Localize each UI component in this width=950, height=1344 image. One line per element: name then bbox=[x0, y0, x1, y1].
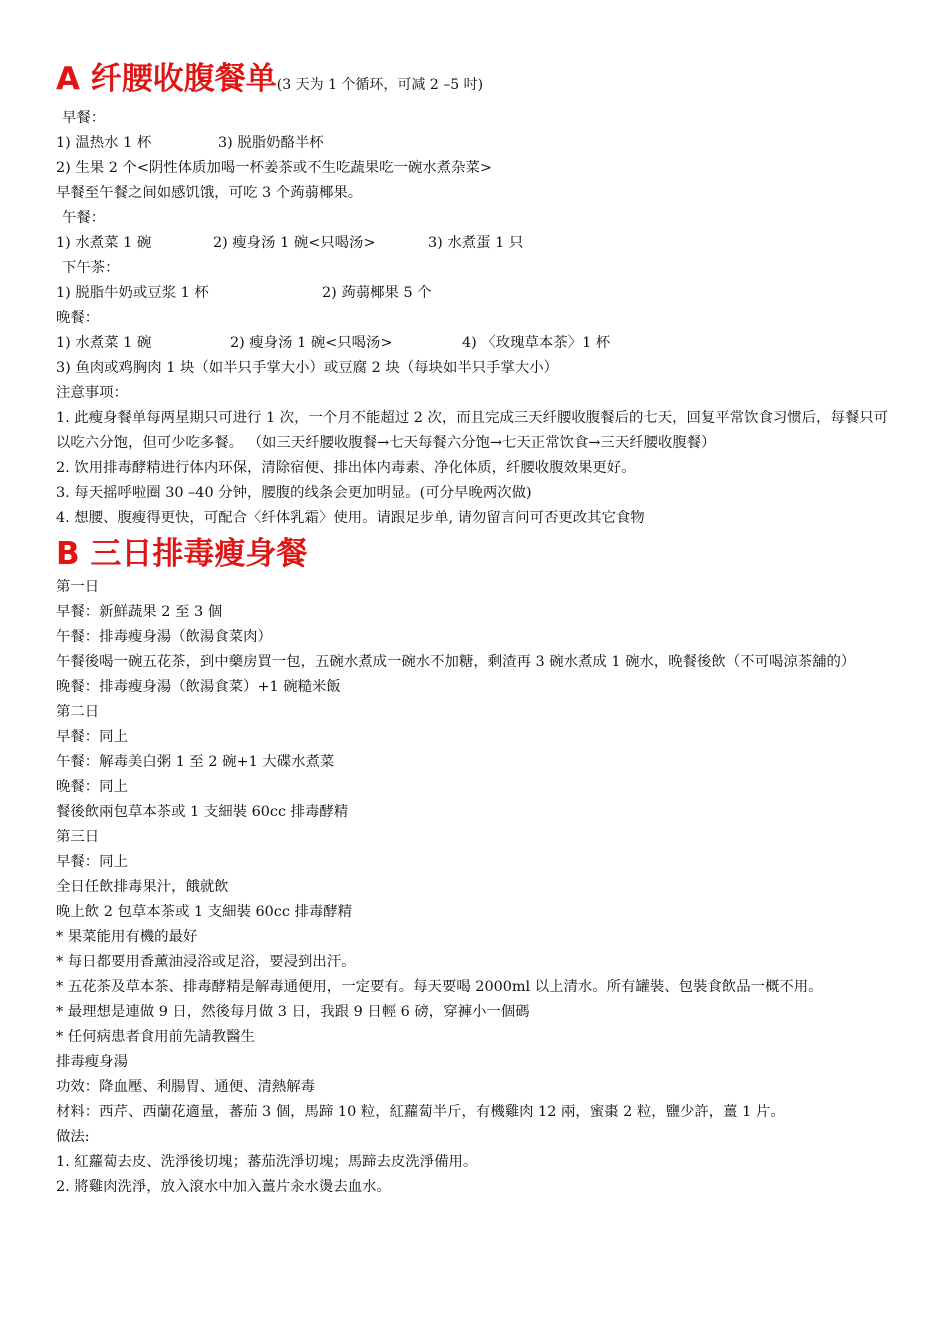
b-bullet: * 每日都要用香薰油浸浴或足浴，要浸到出汗。 bbox=[56, 954, 356, 970]
tea-item-2: 2) 蒟蒻椰果 5 个 bbox=[322, 285, 432, 301]
note-4: 4. 想腰、腹瘦得更快，可配合〈纤体乳霜〉使用。请跟足步单, 请勿留言问可否更改其它食物 bbox=[56, 510, 645, 526]
lunch-item-2: 2) 瘦身汤 1 碗<只喝汤> bbox=[213, 235, 376, 251]
dinner-label: 晚餐： bbox=[56, 310, 100, 326]
b-bullet: * 任何病患者食用前先請教醫生 bbox=[56, 1029, 255, 1045]
breakfast-item-2: 2) 生果 2 个<阴性体质加喝一杯姜茶或不生吃蔬果吃一碗水煮杂菜> bbox=[56, 160, 492, 176]
b-line: 早餐：同上 bbox=[56, 729, 128, 745]
b-line: 第三日 bbox=[56, 829, 100, 845]
b-line: 2. 將雞肉洗淨，放入滾水中加入薑片汆水燙去血水。 bbox=[56, 1179, 391, 1195]
b-bullet: * 五花茶及草本茶、排毒酵精是解毒通便用，一定要有。每天要喝 2000ml 以上清水。所有罐裝、包裝食飲品一概不用。 bbox=[56, 979, 823, 995]
lunch-item-1: 1) 水煮菜 1 碗 bbox=[56, 235, 152, 251]
snack-note: 早餐至午餐之间如感饥饿，可吃 3 个蒟蒻椰果。 bbox=[56, 185, 363, 201]
b-line: 材料：西芹、西蘭花適量，蕃茄 3 個，馬蹄 10 粒，紅蘿蔔半斤，有機雞肉 12 兩，蜜棗 2 粒，鹽少許，薑 1 片。 bbox=[56, 1104, 785, 1120]
b-line: 餐後飲兩包草本茶或 1 支細裝 60cc 排毒酵精 bbox=[56, 804, 349, 820]
tea-label: 下午茶： bbox=[62, 260, 120, 276]
b-line: 做法: bbox=[56, 1129, 90, 1145]
section-a-heading: A 纤腰收腹餐单(3 天为 1 个循环，可减 2 –5 吋) bbox=[56, 61, 484, 97]
lunch-item-3: 3) 水煮蛋 1 只 bbox=[428, 235, 524, 251]
b-line: 晚上飲 2 包草本茶或 1 支細裝 60cc 排毒酵精 bbox=[56, 904, 353, 920]
b-line: 早餐：同上 bbox=[56, 854, 128, 870]
lunch-label: 午餐： bbox=[62, 210, 106, 226]
dinner-item-3: 3) 鱼肉或鸡胸肉 1 块（如半只手掌大小）或豆腐 2 块（每块如半只手掌大小） bbox=[56, 360, 559, 376]
note-1: 1. 此瘦身餐单每两星期只可进行 1 次，一个月不能超过 2 次，而且完成三天纤腰收腹餐后的七天，回复平常饮食习惯后，每餐只可以吃六分饱，但可少吃多餐。 （如三天纤腰收腹餐→七天每餐六分饱→七天正常饮食→三天纤腰收腹餐） bbox=[56, 410, 889, 451]
breakfast-item-3: 3) 脱脂奶酪半杯 bbox=[218, 135, 324, 151]
breakfast-item-1: 1) 温热水 1 杯 bbox=[56, 135, 152, 151]
note-3: 3. 每天摇呼啦圈 30 –40 分钟，腰腹的线条会更加明显。(可分早晚两次做) bbox=[56, 485, 532, 501]
b-line: 功效：降血壓、利腸胃、通便、清熱解毒 bbox=[56, 1079, 316, 1095]
dinner-item-2: 2) 瘦身汤 1 碗<只喝汤> bbox=[230, 335, 393, 351]
dinner-item-4: 4) 〈玫瑰草本茶〉1 杯 bbox=[462, 335, 611, 351]
b-line: 全日任飲排毒果汁，餓就飲 bbox=[56, 879, 229, 895]
b-line: 晚餐：同上 bbox=[56, 779, 128, 795]
dinner-items-row bbox=[56, 331, 894, 356]
section-a-subheading: (3 天为 1 个循环，可减 2 –5 吋) bbox=[276, 77, 484, 93]
b-line: 1. 紅蘿蔔去皮、洗淨後切塊；蕃茄洗淨切塊；馬蹄去皮洗淨備用。 bbox=[56, 1154, 478, 1170]
b-line: 第二日 bbox=[56, 704, 100, 720]
b-line: 第一日 bbox=[56, 579, 100, 595]
breakfast-items-row bbox=[56, 131, 894, 156]
b-bullet: * 果菜能用有機的最好 bbox=[56, 929, 198, 945]
b-line: 早餐：新鮮蔬果 2 至 3 個 bbox=[56, 604, 223, 620]
tea-item-1: 1) 脱脂牛奶或豆浆 1 杯 bbox=[56, 285, 209, 301]
note-2: 2. 饮用排毒酵精进行体内环保，清除宿便、排出体内毒素、净化体质，纤腰收腹效果更好。 bbox=[56, 460, 636, 476]
b-line: 晚餐：排毒瘦身湯（飲湯食菜）+1 碗糙米飯 bbox=[56, 679, 341, 695]
b-line: 午餐後喝一碗五花茶，到中藥房買一包，五碗水煮成一碗水不加糖，剩渣再 3 碗水煮成 1 碗水，晚餐後飲（不可喝涼茶舖的） bbox=[56, 654, 856, 670]
dinner-item-1: 1) 水煮菜 1 碗 bbox=[56, 335, 152, 351]
tea-items-row bbox=[56, 281, 894, 306]
b-line: 午餐：排毒瘦身湯（飲湯食菜肉） bbox=[56, 629, 272, 645]
b-bullet: * 最理想是連做 9 日，然後每月做 3 日，我跟 9 日輕 6 磅，穿褲小一個碼 bbox=[56, 1004, 530, 1020]
breakfast-label: 早餐： bbox=[62, 110, 106, 126]
b-line: 午餐：解毒美白粥 1 至 2 碗+1 大碟水煮菜 bbox=[56, 754, 335, 770]
b-line: 排毒瘦身湯 bbox=[56, 1054, 128, 1070]
notes-label: 注意事项： bbox=[56, 385, 128, 401]
section-b-heading: B 三日排毒瘦身餐 bbox=[56, 536, 308, 572]
lunch-items-row bbox=[56, 231, 894, 256]
